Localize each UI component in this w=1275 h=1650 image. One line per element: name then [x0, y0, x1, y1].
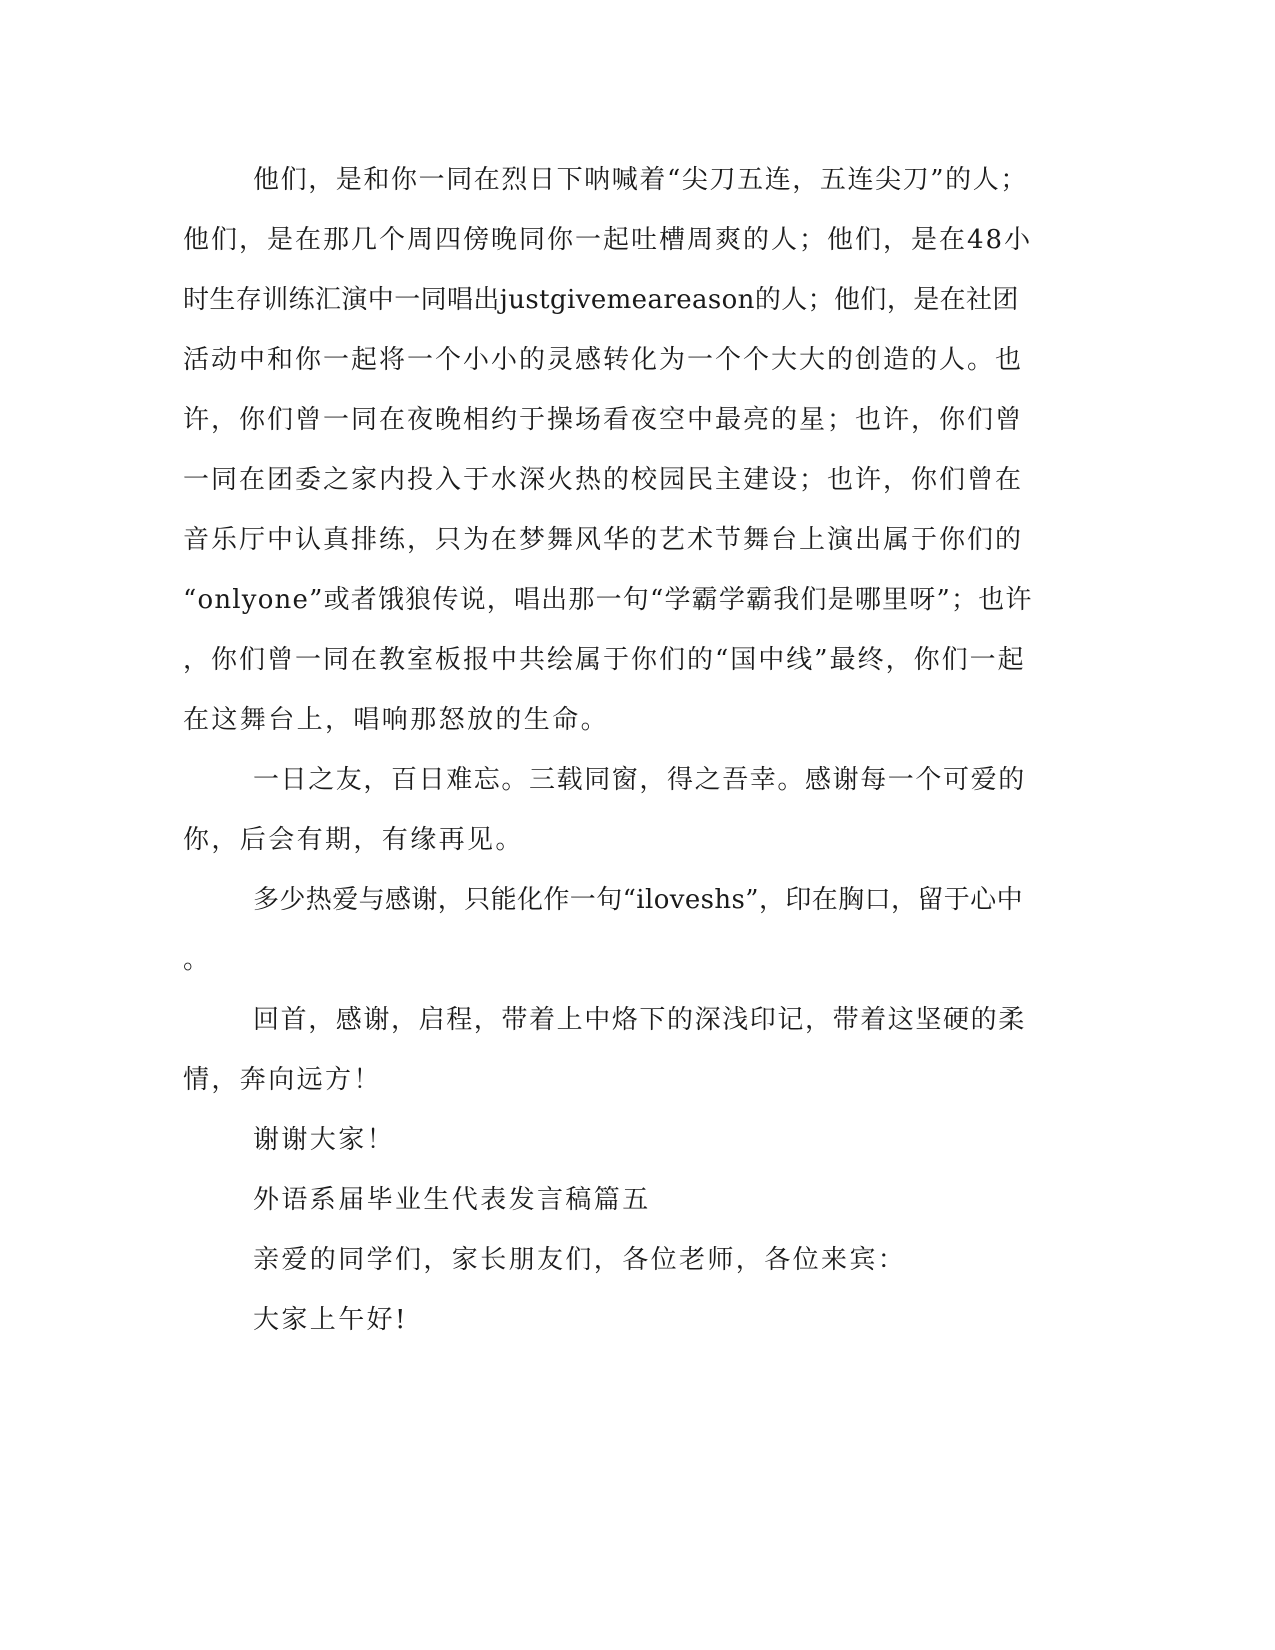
text-line: 回首，感谢，启程，带着上中烙下的深浅印记，带着这坚硬的柔 [253, 1005, 1026, 1035]
text-line: 你，后会有期，有缘再见。 [183, 825, 524, 855]
text-line: 情，奔向远方！ [183, 1065, 382, 1095]
text-line: “onlyone”或者饿狼传说，唱出那一句“学霸学霸我们是哪里呀”；也许 [183, 585, 1033, 615]
text-line: ，你们曾一同在教室板报中共绘属于你们的“国中线”最终，你们一起 [183, 645, 1026, 675]
text-line: 在这舞台上，唱响那怒放的生命。 [183, 705, 610, 735]
text-line: 。 [183, 945, 212, 975]
text-line: 音乐厅中认真排练，只为在梦舞风华的艺术节舞台上演出属于你们的 [183, 525, 1024, 555]
text-line: 谢谢大家！ [253, 1125, 396, 1155]
text-line: 时生存训练汇演中一同唱出justgivemeareason的人；他们，是在社团 [183, 285, 1019, 315]
text-line: 一日之友，百日难忘。三载同窗，得之吾幸。感谢每一个可爱的 [253, 765, 1026, 795]
text-line: 许，你们曾一同在夜晚相约于操场看夜空中最亮的星；也许，你们曾 [183, 405, 1024, 435]
text-line: 活动中和你一起将一个小小的灵感转化为一个个大大的创造的人。也 [183, 345, 1024, 375]
text-line: 他们，是和你一同在烈日下呐喊着“尖刀五连，五连尖刀”的人； [253, 165, 1028, 195]
section-heading: 外语系届毕业生代表发言稿篇五 [253, 1185, 651, 1215]
text-line: 多少热爱与感谢，只能化作一句“iloveshs”，印在胸口，留于心中 [253, 885, 1023, 915]
text-line: 一同在团委之家内投入于水深火热的校园民主建设；也许，你们曾在 [183, 465, 1024, 495]
document-page [183, 150, 1033, 1570]
greeting: 大家上午好! [253, 1305, 408, 1335]
text-line: 他们，是在那几个周四傍晚同你一起吐槽周爽的人；他们，是在48小 [183, 225, 1033, 255]
salutation: 亲爱的同学们，家长朋友们，各位老师，各位来宾： [253, 1245, 907, 1275]
